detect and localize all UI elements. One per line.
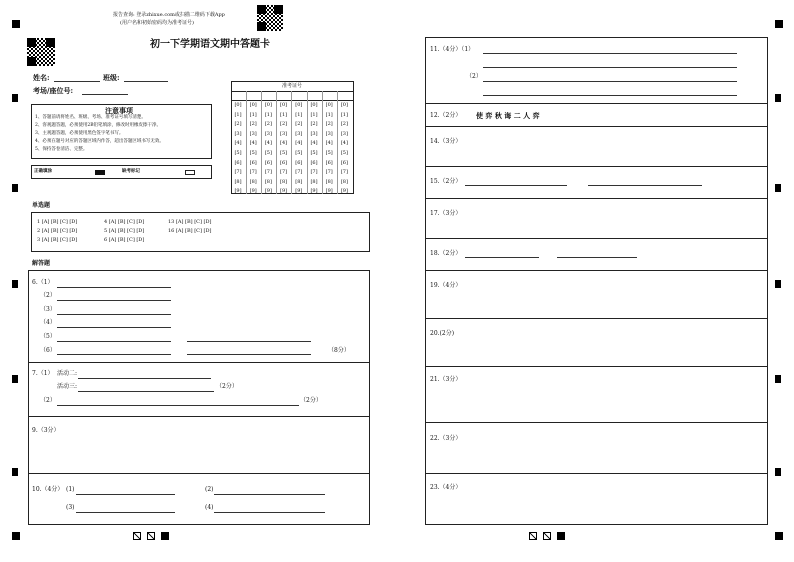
divider — [425, 103, 768, 104]
divider — [425, 198, 768, 199]
divider — [231, 91, 354, 92]
exam-digit-bubble[interactable]: [3] — [340, 130, 348, 137]
page-title: 初一下学期语文期中答题卡 — [150, 39, 270, 50]
q18-label: 18.（2分） — [430, 250, 462, 257]
exam-digit-bubble[interactable]: [8] — [340, 178, 348, 185]
q11-answer-line[interactable] — [483, 67, 737, 68]
exam-digit-bubble[interactable]: [3] — [234, 130, 242, 137]
correct-fill-sample — [95, 170, 105, 175]
q7-score-3: （2分） — [216, 383, 238, 390]
exam-digit-bubble[interactable]: [6] — [280, 159, 288, 166]
exam-number-column — [263, 101, 273, 197]
grid-divider — [307, 91, 308, 194]
exam-digit-bubble[interactable]: [4] — [295, 140, 303, 147]
exam-digit-bubble[interactable]: [5] — [295, 149, 303, 156]
exam-digit-bubble[interactable]: [4] — [325, 140, 333, 147]
q10-part-2: (2) — [205, 486, 214, 493]
q18-answer-line[interactable] — [557, 257, 637, 258]
divider — [425, 166, 768, 167]
timing-mark — [12, 280, 18, 288]
exam-digit-bubble[interactable]: [4] — [234, 140, 242, 147]
exam-digit-bubble[interactable]: [6] — [295, 159, 303, 166]
exam-digit-bubble[interactable]: [0] — [249, 102, 257, 108]
notice-item: 4、必须在题号对应的答题区域内作答，超出答题区域书写无效。 — [35, 139, 164, 144]
choice-item[interactable]: 2 [A] [B] [C] [D] — [37, 228, 78, 234]
timing-mark — [12, 184, 18, 192]
grid-divider — [337, 91, 338, 194]
q11-answer-line[interactable] — [483, 53, 737, 54]
q6-sub: （2） — [40, 292, 56, 299]
q12-label: 12.（2分） — [430, 112, 462, 119]
seat-label: 考场/座位号: — [33, 86, 74, 95]
exam-digit-bubble[interactable]: [5] — [280, 149, 288, 156]
notice-item: 5、保持答卷清洁、完整。 — [35, 147, 88, 152]
corner-mark — [12, 532, 20, 540]
notice-item: 2、客观题答题，必须使用2B铅笔填涂，修改时用橡皮擦干净。 — [35, 123, 162, 128]
exam-digit-bubble[interactable]: [7] — [310, 169, 318, 176]
exam-digit-bubble[interactable]: [7] — [295, 169, 303, 176]
q6-sub: （3） — [40, 306, 56, 313]
exam-digit-bubble[interactable]: [1] — [325, 111, 333, 118]
exam-digit-bubble[interactable]: [0] — [264, 102, 272, 108]
q7-answer-line[interactable] — [78, 378, 211, 379]
page-marker-icon — [147, 532, 155, 540]
timing-mark — [775, 184, 781, 192]
q6-sub: （5） — [40, 333, 56, 340]
q6-answer-line[interactable] — [57, 341, 171, 342]
exam-number-column — [294, 101, 304, 197]
divider — [425, 126, 768, 127]
exam-digit-bubble[interactable]: [6] — [234, 159, 242, 166]
choice-item[interactable]: 16 [A] [B] [C] [D] — [168, 228, 212, 234]
exam-digit-bubble[interactable]: [0] — [234, 102, 242, 108]
divider — [28, 473, 370, 474]
absent-mark-label: 缺考标记 — [122, 169, 140, 174]
timing-mark — [12, 94, 18, 102]
q10-part-3: (3) — [66, 504, 75, 511]
exam-digit-bubble[interactable]: [6] — [325, 159, 333, 166]
class-field[interactable] — [124, 81, 168, 82]
q10-answer-line[interactable] — [76, 512, 175, 513]
exam-number-column — [248, 101, 258, 197]
exam-digit-bubble[interactable]: [3] — [310, 130, 318, 137]
exam-digit-bubble[interactable]: [7] — [234, 169, 242, 176]
timing-mark — [775, 375, 781, 383]
exam-digit-bubble[interactable]: [4] — [264, 140, 272, 147]
q10-part-4: (4) — [205, 504, 214, 511]
exam-digit-bubble[interactable]: [2] — [325, 121, 333, 128]
q9-label: 9.（3分） — [32, 427, 60, 434]
class-label: 班级: — [103, 73, 120, 82]
exam-digit-bubble[interactable]: [2] — [264, 121, 272, 128]
divider — [28, 362, 370, 363]
notice-item: 1、答题前请将姓名、班级、考场、准考证号填写清楚。 — [35, 115, 146, 120]
q7-activity-3: 活动三: — [57, 383, 78, 390]
exam-digit-bubble[interactable]: [2] — [310, 121, 318, 128]
divider — [425, 318, 768, 319]
q7-score-2: （2分） — [300, 397, 322, 404]
exam-digit-bubble[interactable]: [9] — [264, 188, 272, 195]
exam-digit-bubble[interactable]: [9] — [280, 188, 288, 195]
exam-digit-bubble[interactable]: [0] — [340, 102, 348, 108]
timing-mark — [775, 280, 781, 288]
corner-mark — [775, 532, 783, 540]
choice-item[interactable]: 1 [A] [B] [C] [D] — [37, 219, 78, 225]
exam-digit-bubble[interactable]: [8] — [249, 178, 257, 185]
exam-digit-bubble[interactable]: [2] — [340, 121, 348, 128]
exam-digit-bubble[interactable]: [9] — [295, 188, 303, 195]
q18-answer-line[interactable] — [465, 257, 539, 258]
exam-digit-bubble[interactable]: [8] — [295, 178, 303, 185]
grid-divider — [261, 91, 262, 194]
exam-digit-bubble[interactable]: [1] — [310, 111, 318, 118]
exam-number-column — [324, 101, 334, 197]
exam-digit-bubble[interactable]: [8] — [310, 178, 318, 185]
exam-digit-bubble[interactable]: [9] — [234, 188, 242, 195]
exam-digit-bubble[interactable]: [7] — [325, 169, 333, 176]
exam-digit-bubble[interactable]: [5] — [264, 149, 272, 156]
single-choice-label: 单选题 — [32, 202, 51, 209]
exam-digit-bubble[interactable]: [5] — [310, 149, 318, 156]
exam-number-column — [279, 101, 289, 197]
exam-digit-bubble[interactable]: [7] — [280, 169, 288, 176]
q6-answer-line[interactable] — [57, 300, 171, 301]
exam-digit-bubble[interactable]: [1] — [264, 111, 272, 118]
q7-answer-line[interactable] — [57, 405, 299, 406]
exam-digit-bubble[interactable]: [9] — [325, 188, 333, 195]
exam-digit-bubble[interactable]: [9] — [310, 188, 318, 195]
q6-score: （8分） — [328, 347, 350, 354]
q10-answer-line[interactable] — [214, 494, 325, 495]
q11-answer-line[interactable] — [483, 95, 737, 96]
timing-mark — [775, 468, 781, 476]
q6-sub: （4） — [40, 319, 56, 326]
grid-divider — [291, 91, 292, 194]
exam-digit-bubble[interactable]: [7] — [249, 169, 257, 176]
divider — [425, 422, 768, 423]
page-marker-icon — [133, 532, 141, 540]
q7-part-2: （2） — [40, 397, 56, 404]
divider — [425, 270, 768, 271]
q15-label: 15.（2分） — [430, 178, 462, 185]
exam-digit-bubble[interactable]: [3] — [295, 130, 303, 137]
q21-label: 21.（3分） — [430, 376, 462, 383]
header-line-1: 报告查询: 登录zhixue.com或扫描二维码下载App — [113, 12, 225, 18]
name-field[interactable] — [54, 81, 100, 82]
exam-number-label: 准考证号 — [282, 83, 303, 89]
q6-answer-line[interactable] — [57, 354, 171, 355]
choice-item[interactable]: 4 [A] [B] [C] [D] — [104, 219, 145, 225]
exam-digit-bubble[interactable]: [6] — [340, 159, 348, 166]
choice-item[interactable]: 13 [A] [B] [C] [D] — [168, 219, 212, 225]
exam-number-column — [309, 101, 319, 197]
corner-mark — [12, 20, 20, 28]
qr-code-icon — [27, 38, 55, 66]
q10-part-1: (1) — [66, 486, 75, 493]
exam-digit-bubble[interactable]: [8] — [325, 178, 333, 185]
exam-digit-bubble[interactable]: [5] — [249, 149, 257, 156]
choice-item[interactable]: 3 [A] [B] [C] [D] — [37, 237, 78, 243]
exam-digit-bubble[interactable]: [8] — [280, 178, 288, 185]
exam-digit-bubble[interactable]: [3] — [280, 130, 288, 137]
exam-digit-bubble[interactable]: [4] — [249, 140, 257, 147]
exam-digit-bubble[interactable]: [4] — [310, 140, 318, 147]
q10-answer-line[interactable] — [76, 494, 175, 495]
q6-number: 6.（1） — [32, 279, 54, 286]
q6-sub: （6） — [40, 347, 56, 354]
notice-item: 3、主观题答题，必须使用黑色签字笔书写。 — [35, 131, 124, 136]
divider — [425, 238, 768, 239]
exam-digit-bubble[interactable]: [8] — [234, 178, 242, 185]
q15-answer-line[interactable] — [588, 185, 702, 186]
q6-answer-line[interactable] — [187, 354, 311, 355]
divider — [425, 473, 768, 474]
exam-digit-bubble[interactable]: [2] — [234, 121, 242, 128]
exam-number-column — [339, 101, 349, 197]
exam-number-column — [233, 101, 243, 197]
grid-divider — [276, 91, 277, 194]
absent-mark-box[interactable] — [185, 170, 195, 175]
timing-mark — [775, 94, 781, 102]
seat-field[interactable] — [82, 94, 128, 95]
exam-digit-bubble[interactable]: [6] — [264, 159, 272, 166]
timing-mark — [12, 375, 18, 383]
exam-digit-bubble[interactable]: [1] — [340, 111, 348, 118]
correct-fill-label: 正确填涂 — [34, 169, 52, 174]
exam-digit-bubble[interactable]: [9] — [340, 188, 348, 195]
timing-mark — [12, 468, 18, 476]
qr-code-icon — [257, 5, 283, 31]
q17-label: 17.（3分） — [430, 210, 462, 217]
grid-divider — [246, 91, 247, 194]
exam-digit-bubble[interactable]: [0] — [295, 102, 303, 108]
exam-digit-bubble[interactable]: [6] — [310, 159, 318, 166]
exam-digit-bubble[interactable]: [2] — [249, 121, 257, 128]
q7-number: 7.（1） — [32, 370, 54, 377]
divider — [28, 416, 370, 417]
exam-digit-bubble[interactable]: [1] — [249, 111, 257, 118]
page-marker-icon — [543, 532, 551, 540]
q6-answer-line[interactable] — [57, 314, 171, 315]
exam-digit-bubble[interactable]: [3] — [325, 130, 333, 137]
notice-title: 注意事项 — [105, 106, 133, 115]
exam-digit-bubble[interactable]: [0] — [325, 102, 333, 108]
q20-label: 20.(2分) — [430, 330, 455, 337]
q10-answer-line[interactable] — [214, 512, 325, 513]
q6-answer-line[interactable] — [187, 341, 311, 342]
q12-sentence: 使 弈 秋 诲 二 人 弈 — [476, 111, 540, 120]
q15-answer-line[interactable] — [465, 185, 567, 186]
header-line-2: (用户名和初始密码均为准考证号) — [120, 20, 194, 26]
exam-digit-bubble[interactable]: [1] — [295, 111, 303, 118]
q6-answer-line[interactable] — [57, 287, 171, 288]
q11-label: 11.（4分）（1） — [430, 46, 475, 53]
exam-digit-bubble[interactable]: [1] — [280, 111, 288, 118]
exam-digit-bubble[interactable]: [0] — [280, 102, 288, 108]
page-marker-icon — [529, 532, 537, 540]
exam-digit-bubble[interactable]: [5] — [325, 149, 333, 156]
corner-mark — [775, 20, 783, 28]
q7-activity-2: 活动二: — [57, 370, 78, 377]
divider — [425, 366, 768, 367]
name-label: 姓名: — [33, 73, 50, 82]
exam-digit-bubble[interactable]: [1] — [234, 111, 242, 118]
exam-digit-bubble[interactable]: [2] — [295, 121, 303, 128]
choice-item[interactable]: 6 [A] [B] [C] [D] — [104, 237, 145, 243]
exam-digit-bubble[interactable]: [5] — [340, 149, 348, 156]
exam-digit-bubble[interactable]: [0] — [310, 102, 318, 108]
q23-label: 23.（4分） — [430, 484, 462, 491]
q10-label: 10.（4分） — [32, 486, 64, 493]
answer-section-label: 解答题 — [32, 260, 51, 267]
choice-item[interactable]: 5 [A] [B] [C] [D] — [104, 228, 145, 234]
page-marker — [557, 532, 565, 540]
exam-digit-bubble[interactable]: [6] — [249, 159, 257, 166]
q7-answer-line[interactable] — [78, 391, 214, 392]
exam-digit-bubble[interactable]: [9] — [249, 188, 257, 195]
exam-digit-bubble[interactable]: [4] — [280, 140, 288, 147]
q6-answer-line[interactable] — [57, 327, 171, 328]
grid-divider — [322, 91, 323, 194]
exam-digit-bubble[interactable]: [7] — [264, 169, 272, 176]
exam-digit-bubble[interactable]: [7] — [340, 169, 348, 176]
exam-digit-bubble[interactable]: [4] — [340, 140, 348, 147]
q22-label: 22.（3分） — [430, 435, 462, 442]
exam-digit-bubble[interactable]: [8] — [264, 178, 272, 185]
page-marker — [161, 532, 169, 540]
q14-label: 14.（3分） — [430, 138, 462, 145]
q11-part-2: （2） — [466, 73, 482, 80]
q19-label: 19.（4分） — [430, 282, 462, 289]
exam-digit-bubble[interactable]: [3] — [249, 130, 257, 137]
exam-digit-bubble[interactable]: [5] — [234, 149, 242, 156]
q11-answer-line[interactable] — [483, 81, 737, 82]
exam-digit-bubble[interactable]: [3] — [264, 130, 272, 137]
exam-digit-bubble[interactable]: [2] — [280, 121, 288, 128]
